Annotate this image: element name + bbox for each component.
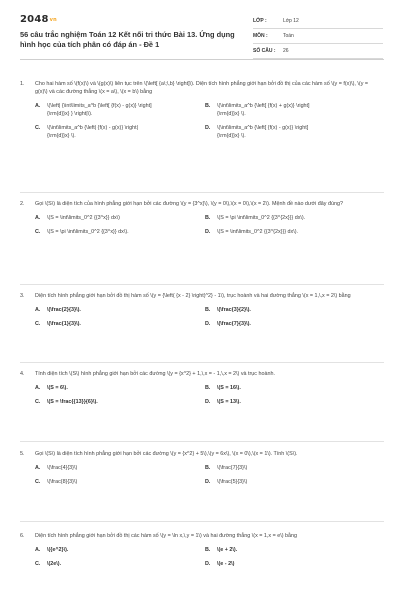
document-title: 56 câu trắc nghiệm Toán 12 Kết nối tri thức Bài 13. Ứng dụng hình học của tích phân có đáp án - Đề 1 [20,30,235,49]
option-letter: A. [35,547,41,554]
header-divider [20,59,384,60]
option-letter: B. [205,465,211,472]
option-letter: C. [35,479,41,486]
option-b[interactable] [205,102,375,118]
question-divider [20,441,384,442]
option-letter: A. [35,465,41,472]
meta-table [253,14,383,59]
site-logo[interactable] [20,14,57,25]
question-5 [20,450,384,492]
option-text: \(\frac{3}{2}\). [217,307,251,314]
option-d[interactable] [205,398,375,406]
question-divider [20,284,384,285]
option-text: \(\int\limits_a^b {\left[ {f(x) - g(x)} \right]{\rm{d}}x} \). [217,125,309,140]
options [35,306,384,328]
option-letter: D. [205,125,211,132]
option-letter: D. [205,479,211,486]
option-c[interactable] [35,560,205,568]
option-c[interactable] [35,228,205,236]
question-6 [20,532,384,574]
question-divider [20,521,384,522]
option-text: \(\frac{5}{3}\) [217,479,248,486]
option-text: \(S = 13\). [217,399,241,406]
meta-label: SỐ CÂU : [253,48,276,54]
option-b[interactable] [205,464,375,472]
option-text: \(\left| {\int\limits_a^b {\left[ {f(x) - g(x)} \right]{\rm{d}}x} } \right|\). [47,103,152,118]
option-text: \(e + 2\). [217,547,238,554]
meta-row-count [253,44,383,59]
option-letter: A. [35,215,41,222]
option-letter: B. [205,215,211,222]
option-text: \(2e\). [47,561,62,568]
question-3 [20,292,384,334]
option-text: \(\frac{2}{3}\). [47,307,81,314]
meta-value: Toán [283,33,294,39]
option-letter: B. [205,307,211,314]
option-text: \(S = \int\limits_0^2 {{3^{2x}}} dx\). [217,229,299,236]
option-letter: D. [205,561,211,568]
meta-label: LỚP : [253,18,267,24]
option-letter: B. [205,103,211,110]
question-number: 5. [20,451,25,457]
question-4 [20,370,384,412]
question-text: Cho hai hàm số \(f(x)\) và \(g(x)\) liên tục trên \(\left[ {a\;\,b} \right]\). Diện tích hình phẳng giới hạn bởi đồ thị của các hàm số \(y = f(x)\), \(y = g(x)\) và các đường thẳng \(x = a\), \(x = b\) bằng [35,81,369,96]
option-letter: C. [35,125,41,132]
option-a[interactable] [35,546,205,554]
option-d[interactable] [205,228,375,236]
option-letter: C. [35,229,41,236]
options [35,546,384,568]
meta-row-subject [253,29,383,44]
option-text: \(\frac{8}{3}\) [47,479,78,486]
option-letter: A. [35,307,41,314]
option-d[interactable] [205,560,375,568]
option-b[interactable] [205,214,375,222]
option-b[interactable] [205,384,375,392]
question-text: Diện tích hình phẳng giới hạn bởi đồ thị các hàm số \(y = \ln x,\,y = 1\) và hai đường thẳng \(x = 1,x = e\) bằng [35,533,298,539]
option-text: \(\int\limits_a^b {\left[ {f(x) + g(x)} \right]{\rm{d}}x} \). [217,103,310,118]
option-letter: A. [35,385,41,392]
option-d[interactable] [205,320,375,328]
option-letter: A. [35,103,41,110]
options [35,214,384,236]
option-text: \(\int\limits_a^b {\left| {f(x) - g(x)} \right|{\rm{d}}x} \). [47,125,139,140]
option-letter: D. [205,321,211,328]
option-letter: D. [205,399,211,406]
logo-suffix: vn [49,17,57,23]
option-text: \(S = 16\). [217,385,241,392]
question-1 [20,80,384,147]
option-a[interactable] [35,214,205,222]
option-text: \(S = \frac{{13}}{6}\). [47,399,98,406]
option-text: \(\frac{1}{3}\). [47,321,81,328]
option-letter: C. [35,561,41,568]
option-b[interactable] [205,306,375,314]
option-b[interactable] [205,546,375,554]
question-text: Tính diện tích \(S\) hình phẳng giới hạn bởi các đường \(y = {x^2} + 1,\,x = - 1,\,x = 2\) và trục hoành. [35,371,275,377]
option-text: \(S = \int\limits_0^2 {{3^x}} dx\) [47,215,120,222]
option-letter: D. [205,229,211,236]
option-a[interactable] [35,102,205,118]
option-text: \(S = \pi \int\limits_0^2 {{3^{2x}}} dx\). [217,215,306,222]
question-divider [20,362,384,363]
option-d[interactable] [205,124,375,140]
option-c[interactable] [35,398,205,406]
question-number: 1. [20,81,25,87]
options [35,464,384,486]
option-text: \(e - 2\) [217,561,235,568]
option-a[interactable] [35,306,205,314]
option-text: \(S = \pi \int\limits_0^2 {{3^x}} dx\). [47,229,129,236]
question-number: 4. [20,371,25,377]
option-c[interactable] [35,320,205,328]
meta-value: 26 [283,48,289,54]
option-letter: B. [205,385,211,392]
option-a[interactable] [35,464,205,472]
question-text: Gọi \(S\) là diện tích hình phẳng giới hạn bởi các đường \(y = {x^2} + 5\),\(y = 6x\), \(x = 0\),\(x = 1\). Tính \(S\). [35,451,298,457]
meta-value: Lớp 12 [283,18,299,24]
question-text: Diện tích hình phẳng giới hạn bởi đồ thị hàm số \(y = {\left( {x - 2} \right)^2} - 1\), trục hoành và hai đường thẳng \(x = 1,\,x = 2\) bằng [35,293,351,299]
option-letter: B. [205,547,211,554]
option-letter: C. [35,321,41,328]
logo-number: 2048 [20,14,49,25]
option-c[interactable] [35,478,205,486]
option-text: \(\frac{7}{3}\). [217,321,251,328]
question-text: Gọi \(S\) là diện tích của hình phẳng giới hạn bởi các đường \(y = {3^x}\), \(y = 0\),\(x = 0\),\(x = 2\). Mệnh đề nào dưới đây đúng? [35,201,343,207]
option-text: \(\frac{4}{3}\) [47,465,78,472]
meta-row-class [253,14,383,29]
option-c[interactable] [35,124,205,140]
option-text: \(\frac{7}{3}\) [217,465,248,472]
question-number: 6. [20,533,25,539]
option-letter: C. [35,399,41,406]
question-2 [20,200,384,242]
question-divider [20,192,384,193]
meta-label: MÔN : [253,33,268,39]
question-number: 2. [20,201,25,207]
option-text: \({e^2}\). [47,547,69,554]
option-a[interactable] [35,384,205,392]
option-d[interactable] [205,478,375,486]
option-text: \(S = 6\). [47,385,68,392]
question-number: 3. [20,293,25,299]
options [35,384,384,406]
options [35,102,384,140]
